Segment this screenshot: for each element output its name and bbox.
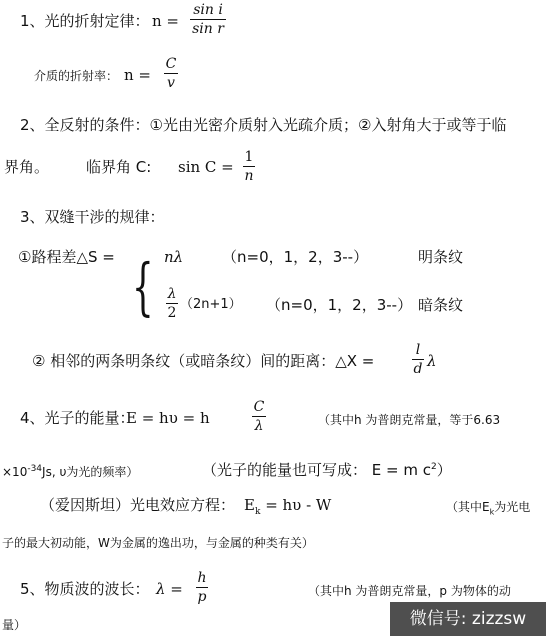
fringe-spacing-lambda: λ xyxy=(427,352,437,370)
refractive-index-fraction xyxy=(164,56,178,91)
photon-energy-expr: E = hυ = h xyxy=(126,409,210,427)
critical-angle-label: 临界角 C: xyxy=(86,158,152,176)
path-difference-label: ①路程差△S = xyxy=(18,248,115,266)
critical-angle-fraction xyxy=(243,149,255,184)
fraction-numerator: l xyxy=(415,342,421,358)
fraction-denominator: v xyxy=(167,75,175,91)
fraction-numerator: sin i xyxy=(193,2,223,18)
fraction-denominator: sin r xyxy=(192,21,224,37)
fraction-numerator: λ xyxy=(167,286,177,302)
bright-fringe-expr: nλ xyxy=(164,248,184,266)
refraction-law-label: 1、光的折射定律： xyxy=(20,12,150,30)
matter-wave-fraction xyxy=(196,570,208,605)
bright-fringe-condition: （n=0，1，2，3--） xyxy=(222,248,369,266)
fraction-denominator: d xyxy=(413,361,423,377)
refractive-index-lhs: n = xyxy=(124,66,151,84)
fraction-denominator: 2 xyxy=(167,305,177,321)
fraction-numerator: C xyxy=(253,399,265,415)
photon-energy-fraction xyxy=(252,399,266,434)
fraction-numerator: 1 xyxy=(244,149,254,165)
double-slit-title: 3、双缝干涉的规律： xyxy=(20,208,165,226)
dark-fringe-factor: （2n+1） xyxy=(180,297,242,312)
photon-energy-alt: （光子的能量也可写成： E = m $c^2$） xyxy=(202,461,452,479)
photon-energy-label: 4、光子的能量： xyxy=(20,409,135,427)
fraction-denominator: n xyxy=(244,168,254,184)
fraction-denominator: λ xyxy=(254,418,264,434)
matter-wave-note: （其中h 为普朗克常量，p 为物体的动 xyxy=(308,584,511,598)
planck-note-continuation: $\times 10^{-34}Js$, υ为光的频率） xyxy=(2,464,139,479)
refraction-law-lhs: n = xyxy=(152,12,179,30)
refractive-index-label: 介质的折射率： xyxy=(34,69,119,83)
planck-note: （其中h 为普朗克常量，等于6.63 xyxy=(318,413,501,427)
fringe-spacing-fraction xyxy=(412,342,424,377)
fraction-numerator: C xyxy=(165,56,177,72)
photoelectric-note-continuation: 子的最大初动能，W为金属的逸出功，与金属的种类有关） xyxy=(2,536,314,550)
critical-angle-lhs: sin C = xyxy=(178,158,234,176)
matter-wave-lhs: λ = xyxy=(156,580,183,598)
photoelectric-equation-label: （爱因斯坦）光电效应方程： xyxy=(40,496,236,514)
dark-fringe-result: 暗条纹 xyxy=(418,296,464,314)
bright-fringe-result: 明条纹 xyxy=(418,248,464,266)
dark-fringe-fraction xyxy=(166,286,178,321)
photoelectric-equation: $E_k = h\upsilon - W$ xyxy=(244,496,332,517)
brace-symbol: { xyxy=(132,250,154,323)
matter-wave-note-continuation: 量） xyxy=(2,618,27,632)
refraction-law-fraction xyxy=(190,2,226,37)
dark-fringe-condition: （n=0，1，2，3--） xyxy=(266,296,413,314)
total-reflection-condition: 2、全反射的条件：①光由光密介质射入光疏介质；②入射角大于或等于临 xyxy=(20,116,507,134)
fraction-denominator: p xyxy=(197,589,207,605)
matter-wave-label: 5、物质波的波长： xyxy=(20,580,150,598)
wechat-watermark: 微信号: zizzsw xyxy=(390,602,546,636)
fraction-numerator: h xyxy=(197,570,207,586)
fringe-spacing-label: ② 相邻的两条明条纹（或暗条纹）间的距离：△X = xyxy=(32,352,375,370)
total-reflection-continuation: 界角。 xyxy=(4,158,50,176)
photoelectric-note: （其中$E_k$为光电 xyxy=(446,500,531,517)
